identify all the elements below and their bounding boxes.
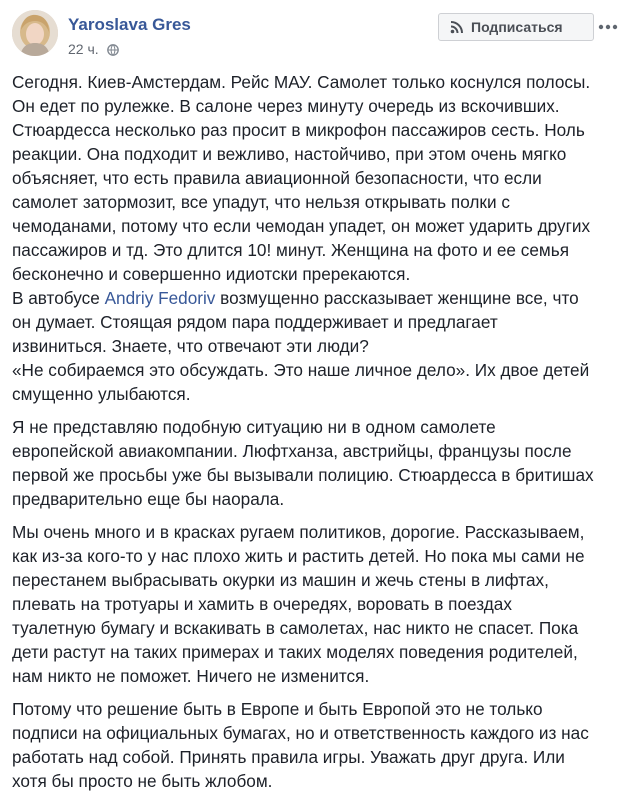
- text-line: бесконечно и совершенно идиотски пререкаются.: [12, 264, 411, 284]
- text-line: чемоданами, потому что если чемодан упадет, он может ударить других: [12, 216, 591, 236]
- more-horizontal-icon: [596, 15, 620, 39]
- text-line: работать над собой. Принять правила игры. Уважать друг друга. Или: [12, 747, 565, 767]
- follow-button-label: Подписаться: [471, 19, 563, 35]
- text-line: самолет затормозит, все упадут, что нельзя открывать полки с: [12, 192, 510, 212]
- text-line: «Не собираемся это обсуждать. Это наше личное дело». Их двое детей: [12, 360, 590, 380]
- paragraph-1: [12, 70, 612, 406]
- more-options-button[interactable]: [596, 15, 620, 39]
- paragraph-4: [12, 697, 612, 793]
- text-fragment: возмущенно рассказывает женщине все, что: [215, 288, 579, 308]
- post-meta: [68, 40, 119, 60]
- text-line: перестанем выбрасывать окурки из машин и жечь стены в лифтах,: [12, 570, 549, 590]
- text-line: Сегодня. Киев-Амстердам. Рейс МАУ. Самолет только коснулся полосы.: [12, 72, 591, 92]
- text-fragment: В автобусе: [12, 288, 105, 308]
- paragraph-3: [12, 520, 612, 688]
- paragraph-2: [12, 415, 612, 511]
- text-line: реакции. Она подходит и вежливо, настойчиво, при этом очень мягко: [12, 144, 567, 164]
- text-line: предварительно еще бы наорала.: [12, 489, 285, 509]
- post-text: [12, 70, 612, 802]
- text-line: первой же просьбы уже бы вызывали полицию. Стюардесса в бритишах: [12, 465, 594, 485]
- post-header: [12, 10, 612, 60]
- text-line: пассажиров и тд. Это длится 10! минут. Женщина на фото и ее семья: [12, 240, 569, 260]
- text-line: подписи на официальных бумагах, но и ответственность каждого из нас: [12, 723, 589, 743]
- text-line: как из-за кого-то у нас плохо жить и растить детей. Но пока мы сами не: [12, 546, 585, 566]
- text-line: Потому что решение быть в Европе и быть Европой это не только: [12, 699, 543, 719]
- author-name[interactable]: Yaroslava Gres: [68, 15, 191, 34]
- text-line: объясняет, что есть правила авиационной безопасности, что если: [12, 168, 542, 188]
- avatar-photo: [12, 10, 58, 56]
- text-line: смущенно улыбаются.: [12, 384, 191, 404]
- text-line: Я не представляю подобную ситуацию ни в одном самолете: [12, 417, 496, 437]
- text-line: Мы очень много и в красках ругаем политиков, дорогие. Рассказываем,: [12, 522, 585, 542]
- text-line: извиниться. Знаете, что отвечают эти люди?: [12, 336, 369, 356]
- mention-link[interactable]: Andriy Fedoriv: [104, 288, 216, 308]
- text-line: плевать на тротуары и хамить в очередях, воровать в поездах: [12, 594, 512, 614]
- text-line: он думает. Стоящая рядом пара поддерживает и предлагает: [12, 312, 498, 332]
- text-line: нам никто не поможет. Ничего не изменится.: [12, 666, 370, 686]
- text-line: Стюардесса несколько раз просит в микрофон пассажиров сесть. Ноль: [12, 120, 585, 140]
- author-avatar[interactable]: [12, 10, 58, 56]
- text-line: туалетную бумагу и вскакивать в самолетах, нас никто не спасет. Пока: [12, 618, 579, 638]
- post-timestamp[interactable]: 22 ч.: [68, 41, 99, 57]
- text-line: хотя бы просто не быть жлобом.: [12, 771, 273, 791]
- follow-button[interactable]: [438, 13, 594, 41]
- text-line: европейской авиакомпании. Люфтханза, австрийцы, французы после: [12, 441, 572, 461]
- rss-icon: [450, 20, 464, 34]
- text-line: дети растут на таких примерах и таких моделях поведения родителей,: [12, 642, 578, 662]
- text-line: Он едет по рулежке. В салоне через минуту очередь из вскочивших.: [12, 96, 560, 116]
- globe-icon: [107, 42, 119, 60]
